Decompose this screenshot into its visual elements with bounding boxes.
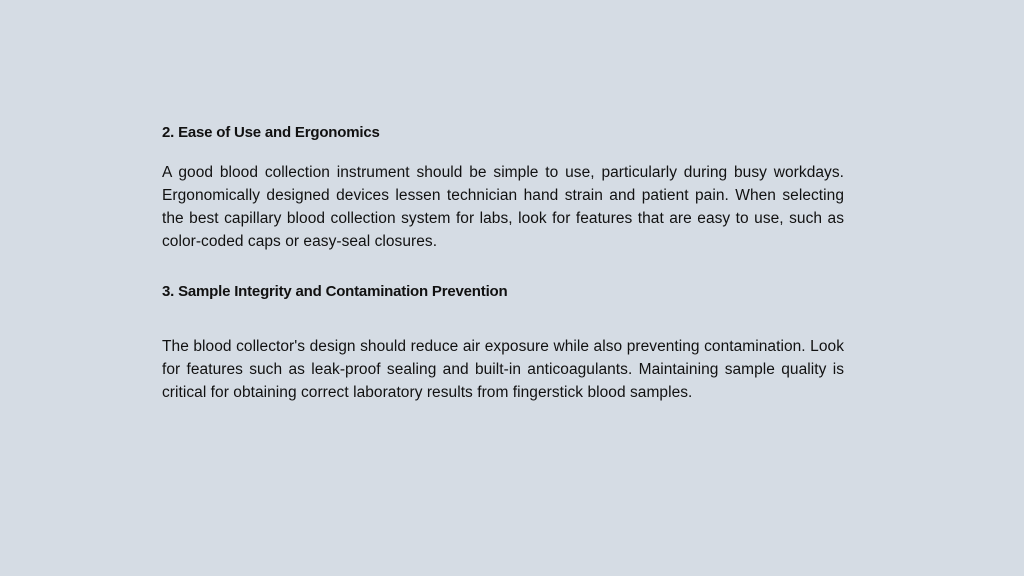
slide-content [162,122,844,404]
section-heading-ease-of-use: 2. Ease of Use and Ergonomics [162,124,380,141]
section-body-sample-integrity: The blood collector's design should reduce air exposure while also preventing contamination. Look for features such as leak-proof sealing and built-in anticoagulants. Maintaining sample quality is critical for obtaining correct laboratory results from fingerstick blood samples. [162,338,844,401]
section-body-ease-of-use: A good blood collection instrument should be simple to use, particularly during busy workdays. Ergonomically designed devices lessen technician hand strain and patient pain. When selecting the best capillary blood collection system for labs, look for features that are easy to use, such as color-coded caps or easy-seal closures. [162,164,844,250]
section-heading-sample-integrity: 3. Sample Integrity and Contamination Prevention [162,283,508,300]
